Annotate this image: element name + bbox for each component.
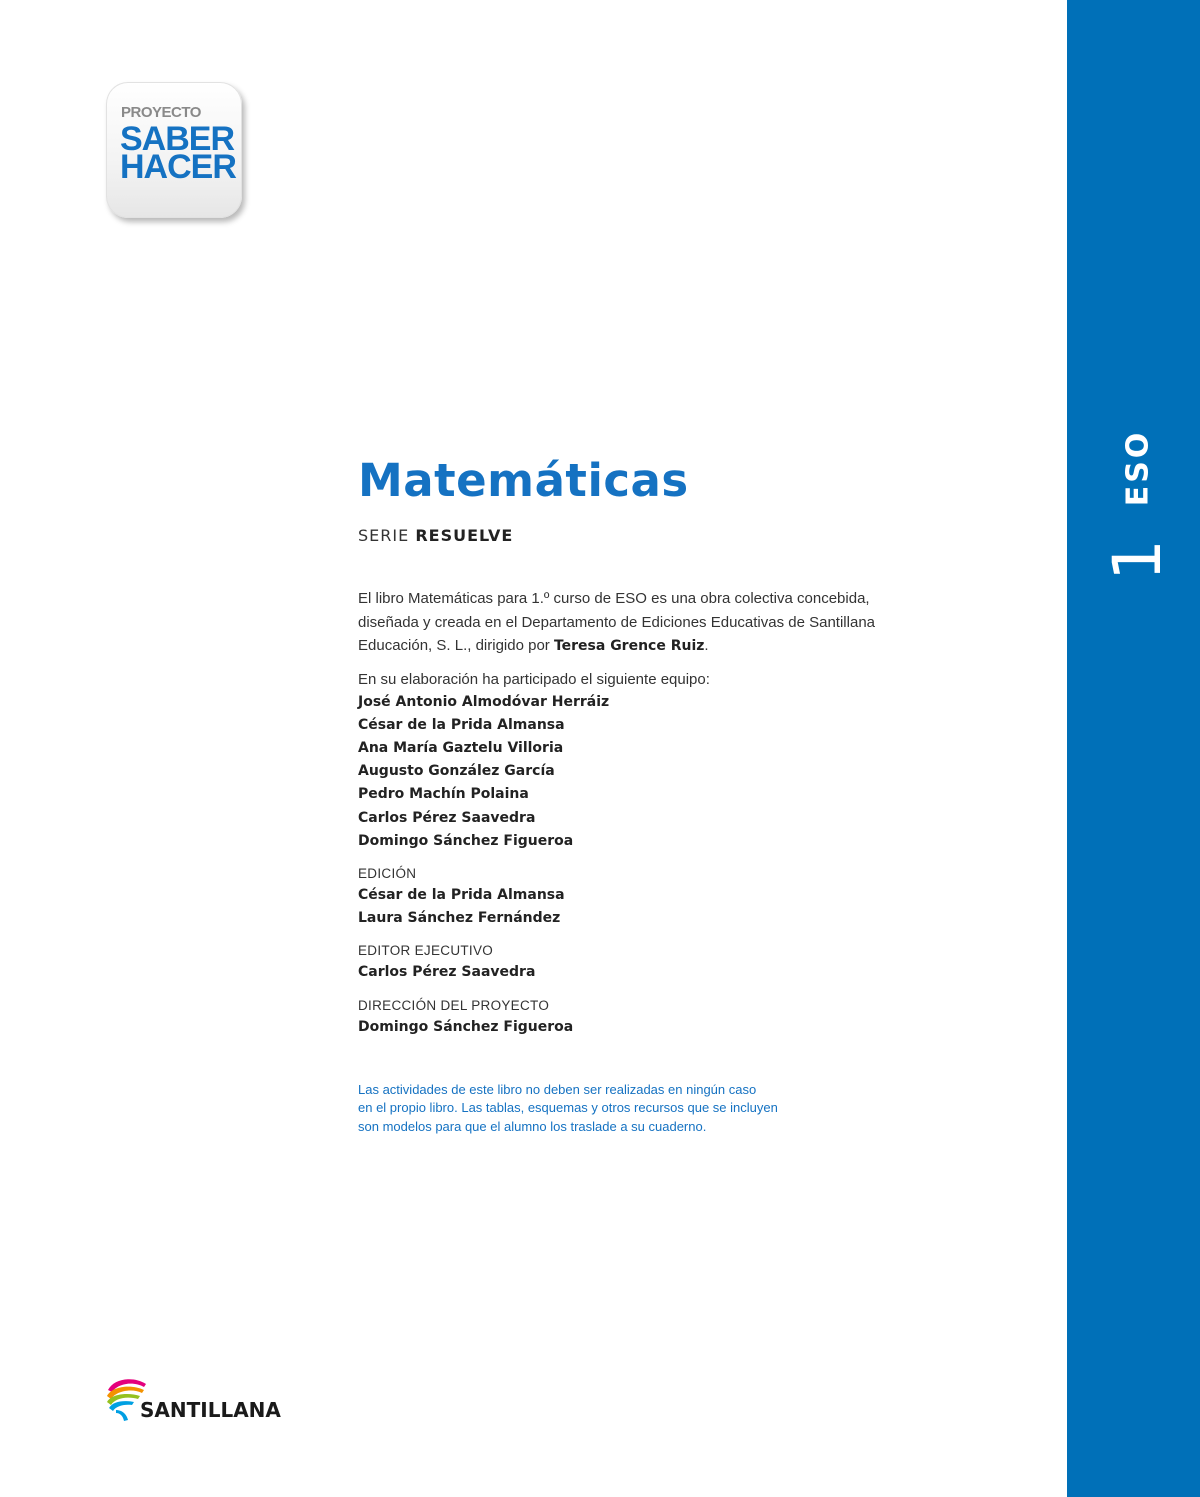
editor-label: EDITOR EJECUTIVO: [358, 943, 494, 959]
intro-paragraph: [358, 587, 918, 659]
direccion-label: DIRECCIÓN DEL PROYECTO: [358, 997, 550, 1013]
saber-hacer-logo: [106, 82, 242, 218]
team-member: Augusto González García: [358, 763, 555, 780]
edicion-name: César de la Prida Almansa: [358, 886, 565, 903]
team-member: Pedro Machín Polaina: [358, 786, 529, 803]
director-name: Teresa Grence Ruiz: [553, 638, 705, 654]
team-list: [358, 691, 958, 853]
team-member: José Antonio Almodóvar Herráiz: [358, 693, 610, 710]
side-band: [1067, 0, 1200, 1497]
edicion-name: Laura Sánchez Fernández: [358, 910, 561, 927]
note-line: son modelos para que el alumno los traslade a su cuaderno.: [358, 1118, 707, 1134]
series-line: [358, 526, 958, 545]
intro-end: .: [704, 637, 709, 654]
logo-saber-text: SABER: [120, 120, 235, 158]
logo-hacer-text: HACER: [120, 148, 236, 186]
direccion-name: Domingo Sánchez Figueroa: [358, 1018, 574, 1035]
santillana-wordmark: SANTILLANA: [140, 1398, 281, 1422]
team-member: César de la Prida Almansa: [358, 716, 565, 733]
course-number: 1: [1099, 539, 1176, 581]
usage-note: [358, 1081, 828, 1137]
eso-label: ESO: [1120, 429, 1156, 507]
credits-block: [358, 450, 958, 1136]
series-name: RESUELVE: [415, 526, 514, 545]
edicion-list: [358, 884, 958, 930]
edicion-label: EDICIÓN: [358, 865, 417, 881]
intro-text: El libro Matemáticas para 1.º curso de ESO es una obra colectiva concebida, diseñada y creada en el Departamento de Ediciones Educativas de Santillana Educación, S. L., dirigido por: [358, 590, 876, 654]
note-line: Las actividades de este libro no deben ser realizadas en ningún caso: [358, 1081, 757, 1097]
team-member: Ana María Gaztelu Villoria: [358, 739, 564, 756]
team-member: Domingo Sánchez Figueroa: [358, 832, 574, 849]
team-member: Carlos Pérez Saavedra: [358, 809, 536, 826]
logo-proyecto-text: PROYECTO: [121, 104, 201, 121]
book-title: Matemáticas: [358, 454, 689, 507]
series-prefix: SERIE: [358, 526, 410, 545]
santillana-logo: [104, 1376, 294, 1426]
team-intro: En su elaboración ha participado el siguiente equipo:: [358, 670, 710, 688]
note-line: en el propio libro. Las tablas, esquemas y otros recursos que se incluyen: [358, 1100, 778, 1116]
editor-name: Carlos Pérez Saavedra: [358, 964, 536, 981]
